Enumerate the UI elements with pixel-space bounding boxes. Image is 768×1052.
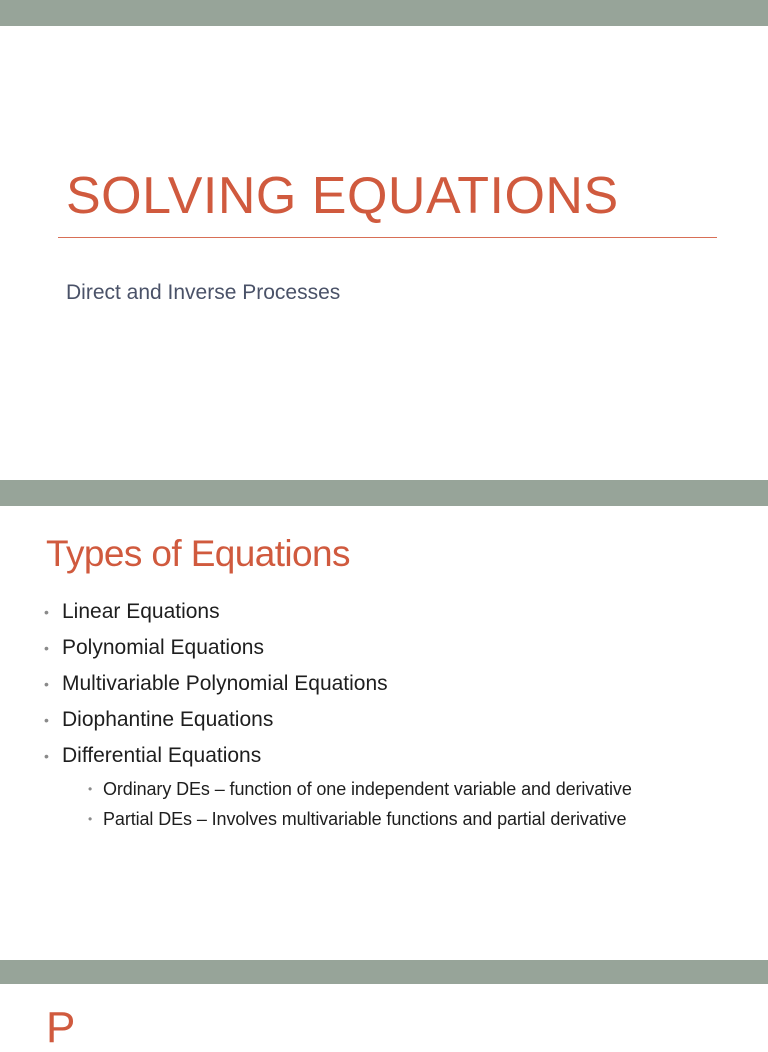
bullet-dot-icon: • — [88, 812, 93, 826]
bullet-list — [44, 594, 632, 834]
list-item-label: Diophantine Equations — [62, 708, 274, 731]
list-item — [44, 666, 632, 702]
sub-list-item — [62, 804, 632, 834]
bullet-dot-icon: • — [88, 782, 93, 796]
slide-3-partial[interactable] — [0, 984, 768, 1052]
list-item-label: Polynomial Equations — [62, 636, 264, 659]
sub-list-item-label: Partial DEs – Involves multivariable functions and partial derivative — [103, 809, 627, 829]
bullet-dot-icon: • — [44, 712, 49, 728]
bullet-dot-icon: • — [44, 640, 49, 656]
slide-1-title: SOLVING EQUATIONS — [66, 167, 619, 225]
list-item — [44, 630, 632, 666]
bullet-dot-icon: • — [44, 748, 49, 764]
slide-2-title: Types of Equations — [46, 533, 350, 574]
slide-1-subtitle: Direct and Inverse Processes — [66, 281, 341, 304]
title-divider-line — [58, 237, 717, 238]
slide-separator-middle — [0, 480, 768, 506]
list-item — [44, 702, 632, 738]
list-item — [44, 594, 632, 630]
list-item-label: Differential Equations — [62, 744, 262, 767]
slide-1[interactable] — [0, 26, 768, 480]
slide-separator-top — [0, 0, 768, 26]
bullet-dot-icon: • — [44, 604, 49, 620]
sub-list-item-label: Ordinary DEs – function of one independent variable and derivative — [103, 779, 632, 799]
bullet-dot-icon: • — [44, 676, 49, 692]
list-item — [44, 738, 632, 834]
list-item-label: Multivariable Polynomial Equations — [62, 672, 388, 695]
sub-bullet-list — [62, 774, 632, 834]
slide-2[interactable] — [0, 506, 768, 960]
slide-3-title-partial: P — [46, 1003, 76, 1052]
sub-list-item — [62, 774, 632, 804]
slide-separator-bottom — [0, 960, 768, 984]
list-item-label: Linear Equations — [62, 600, 220, 623]
